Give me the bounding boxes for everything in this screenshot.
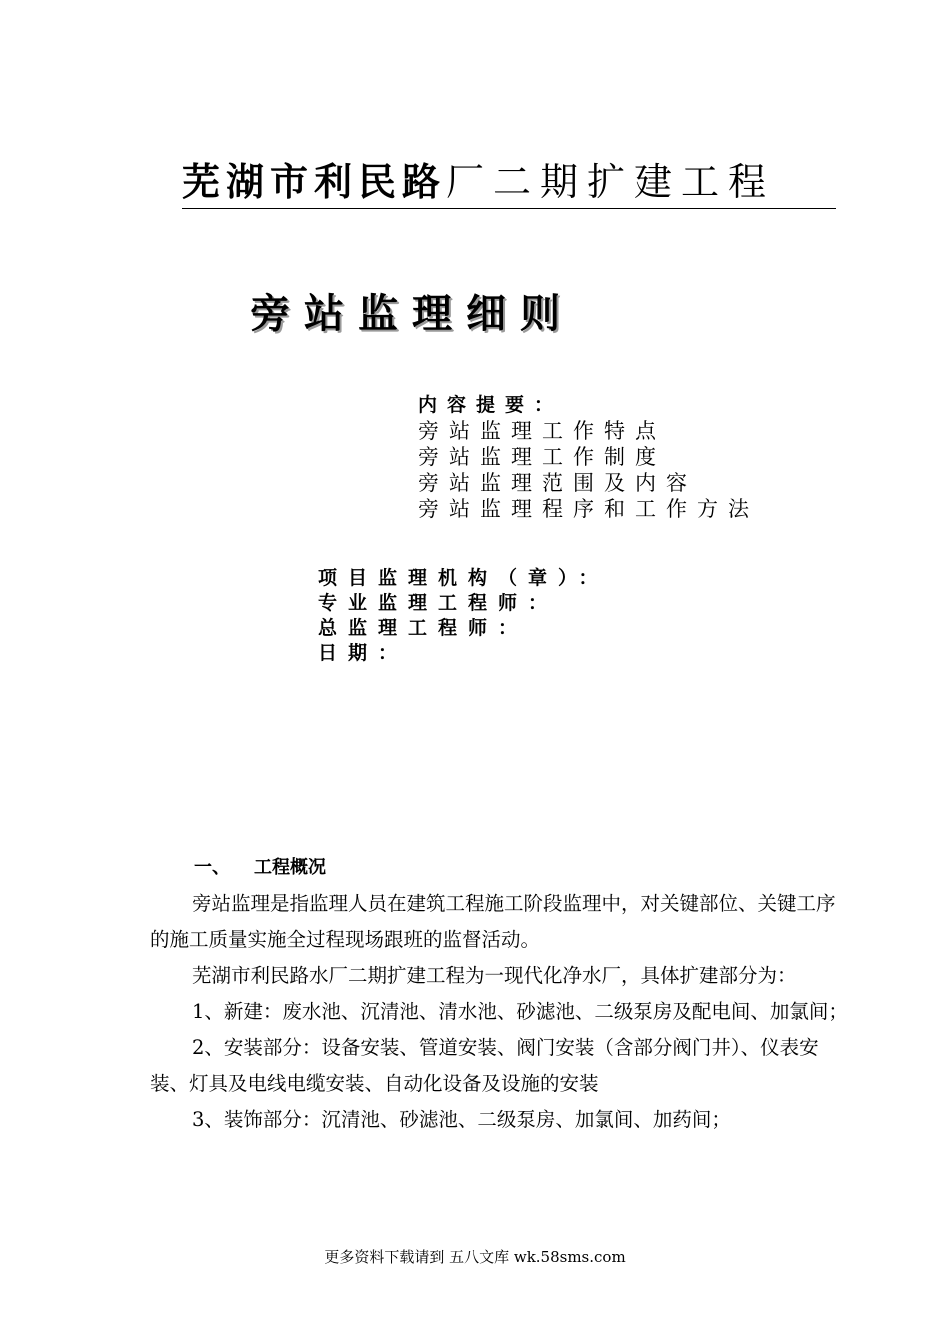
paragraph: 旁站监理是指监理人员在建筑工程施工阶段监理中，对关键部位、关键工序的施工质量实施全过程现场跟班的监督活动。 [150,892,836,951]
contents-heading: 内容提要： [418,394,564,416]
document-title [182,158,836,209]
document-title-light: 厂二期扩建工程 [446,160,776,204]
document-title-bold: 芜湖市利民路 [182,160,447,204]
signature-line-engineer: 专业监理工程师： [318,592,559,614]
section-number: 一、 [194,857,230,878]
section-title: 工程概况 [254,857,326,878]
section-heading [150,850,850,886]
signature-line-chief-engineer: 总监理工程师： [318,617,529,639]
paragraph: 3、装饰部分：沉清池、砂滤池、二级泵房、加氯间、加药间； [192,1108,731,1131]
paragraph: 1、新建：废水池、沉清池、清水池、砂滤池、二级泵房及配电间、加氯间； [192,1000,848,1023]
contents-summary [418,392,759,522]
signature-line-agency: 项目监理机构（章）： [318,567,609,589]
paragraph: 芜湖市利民路水厂二期扩建工程为一现代化净水厂，具体扩建部分为： [192,964,797,987]
signature-line-date: 日期： [318,642,409,664]
contents-item: 旁站监理工作制度 [418,445,666,469]
document-subtitle: 旁站监理细则 [250,291,574,337]
paragraph: 2、安装部分：设备安装、管道安装、阀门安装（含部分阀门井）、仪表安装、灯具及电线电缆安装、自动化设备及设施的安装 [150,1036,819,1095]
contents-item: 旁站监理范围及内容 [418,471,697,495]
contents-item: 旁站监理程序和工作方法 [418,497,759,521]
signature-block [318,566,609,666]
page-footer: 更多资料下载请到 五八文库 wk.58sms.com [324,1248,626,1266]
contents-item: 旁站监理工作特点 [418,419,666,443]
section-overview [150,850,850,1138]
